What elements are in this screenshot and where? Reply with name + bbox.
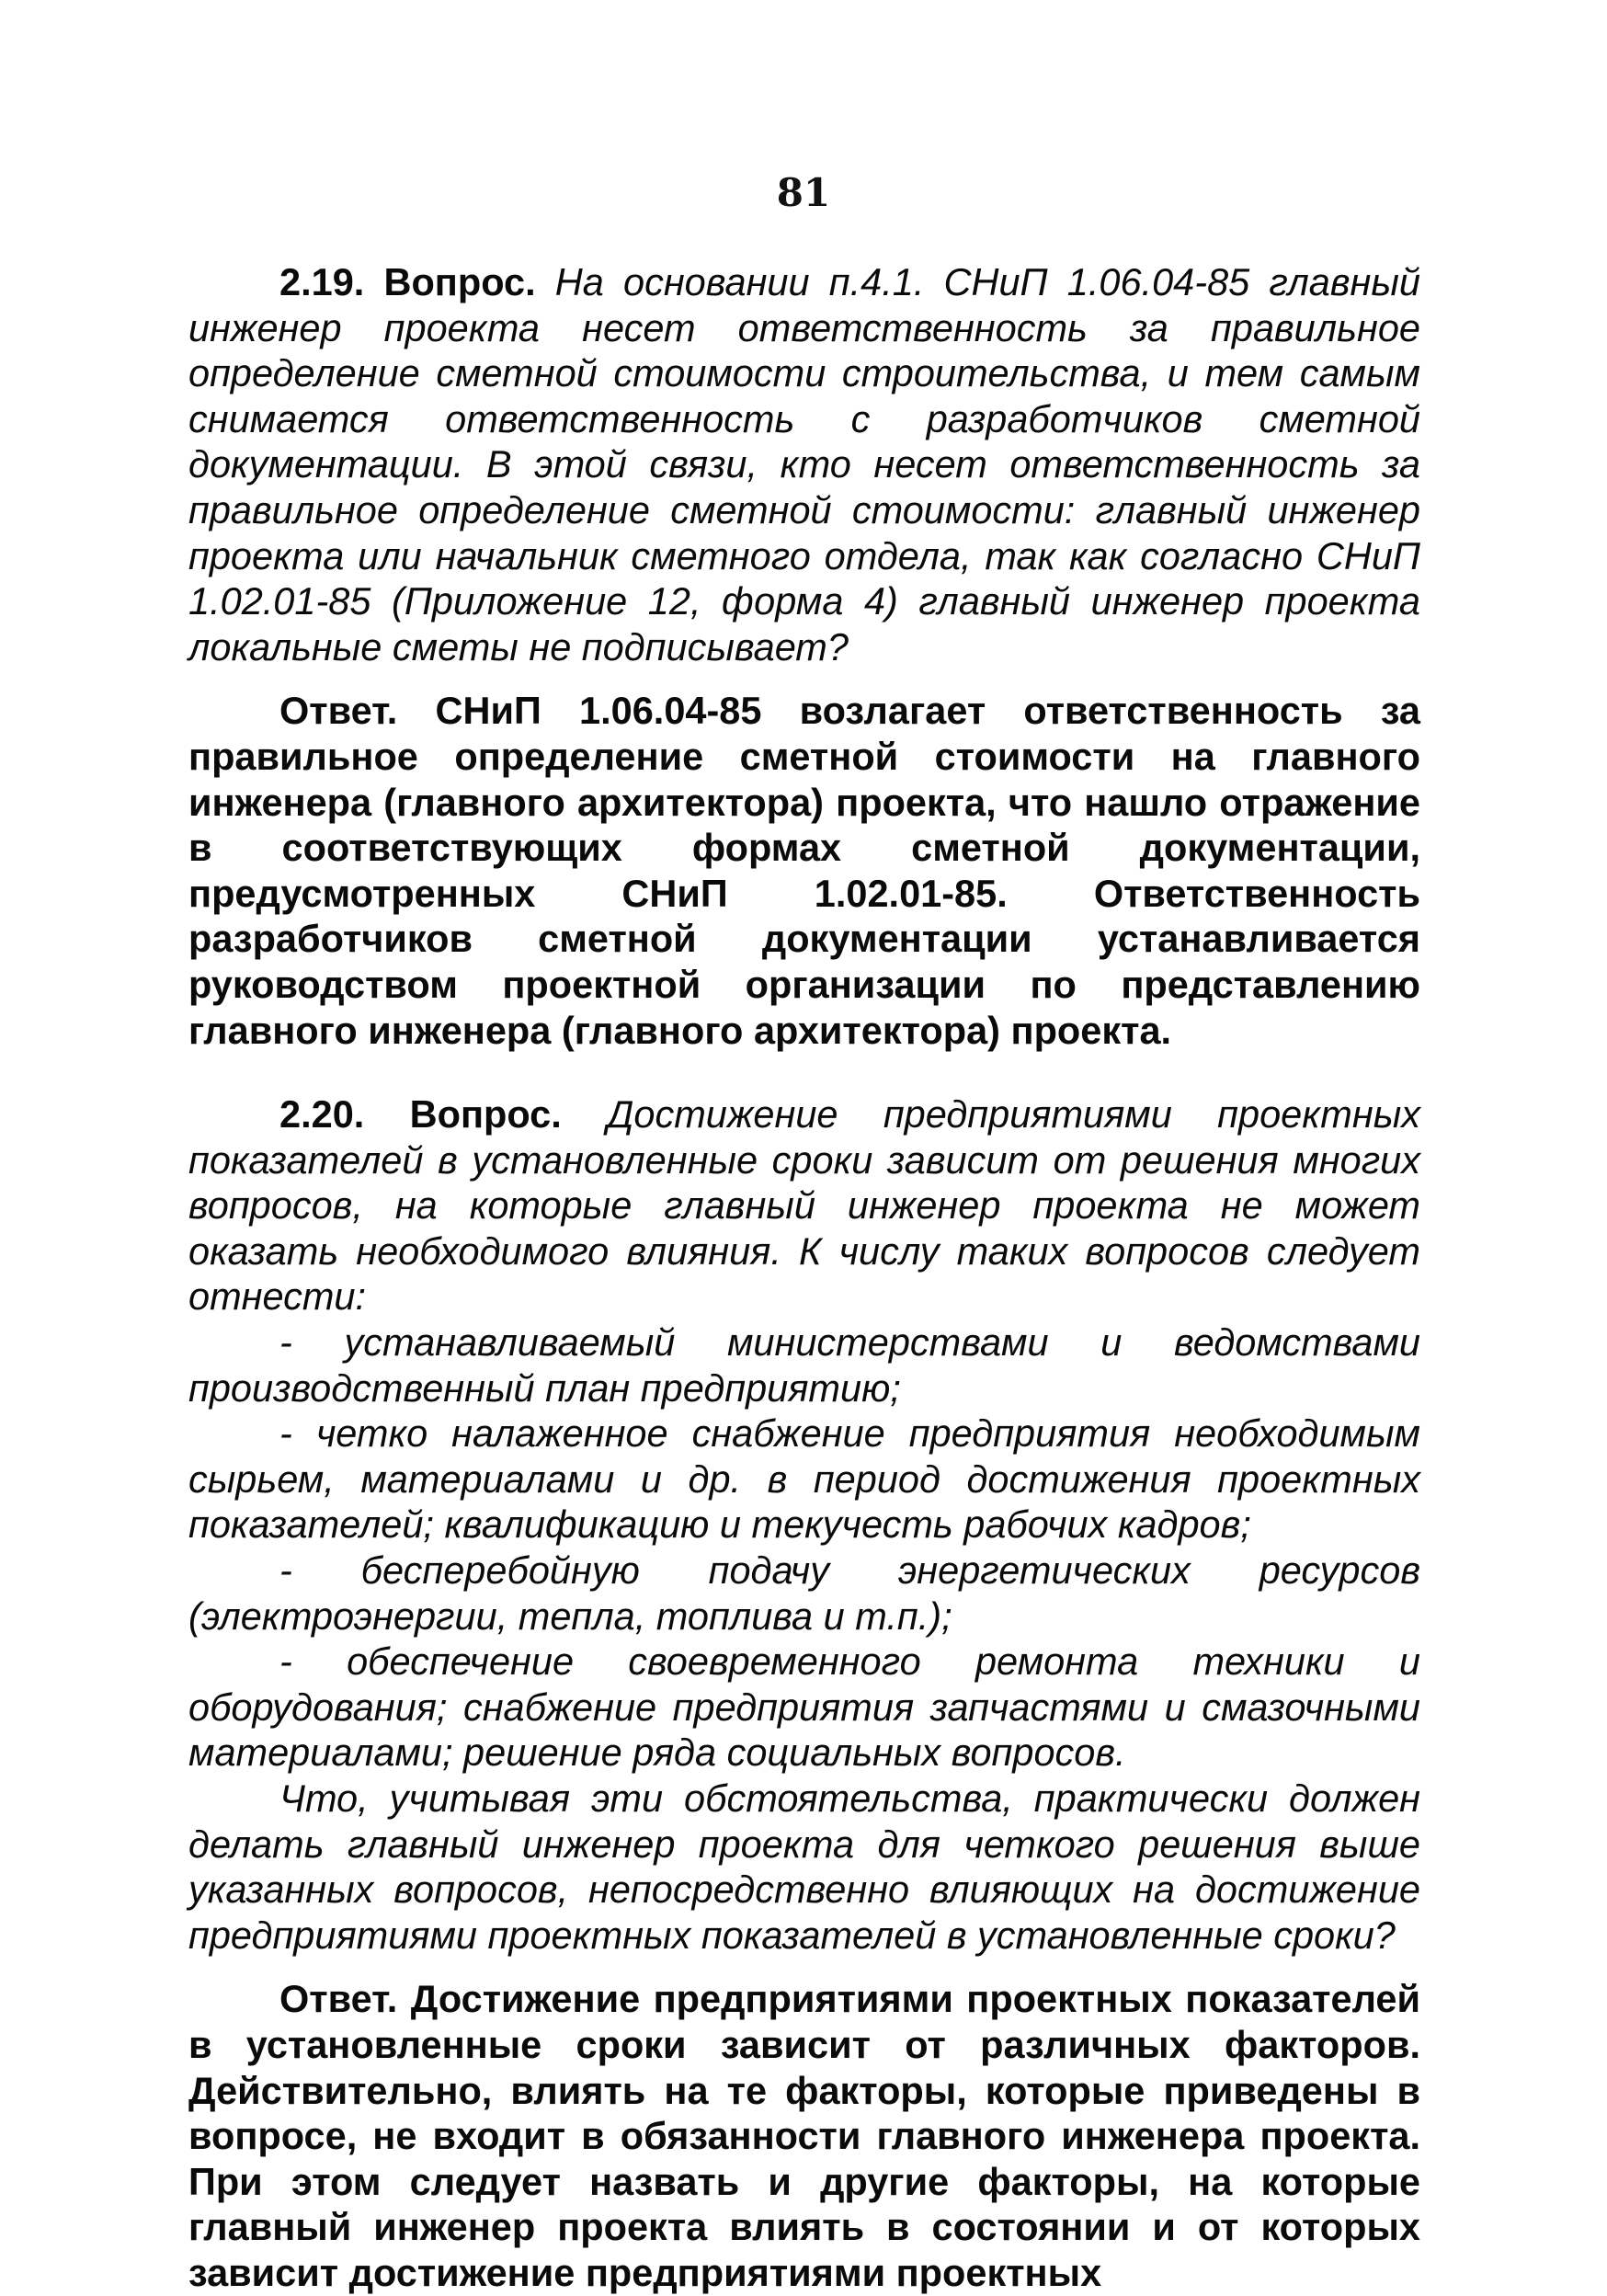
question-text: На основании п.4.1. СНиП 1.06.04-85 главный инженер проекта несет ответственность за правильное определение сметной стоимости строительства, и тем самым снимается ответственность с разработчиков сметной документации. В этой связи, кто несет ответственность за правильное определение сметной стоимости: главный инженер проекта или начальник сметного отдела, так как согласно СНиП 1.02.01-85 (Приложение 12, форма 4) главный инженер проекта локальные сметы не подписывает? [188, 260, 1420, 668]
page-body [188, 259, 1420, 2296]
list-item: - устанавливаемый министерствами и ведомствами производственный план предприятию; [188, 1320, 1420, 1410]
question-label: 2.19. Вопрос. [279, 260, 536, 303]
page-number: 81 [776, 170, 831, 215]
question-closing: Что, учитывая эти обстоятельства, практически должен делать главный инженер проекта для четкого решения выше указанных вопросов, непосредственно влияющих на достижение предприятиями проектных показателей в установленные сроки? [188, 1776, 1420, 1957]
list-item: - обеспечение своевременного ремонта техники и оборудования; снабжение предприятия запчастями и смазочными материалами; решение ряда социальных вопросов. [188, 1639, 1420, 1775]
answer-text: СНиП 1.06.04-85 возлагает ответственность за правильное определение сметной стоимости на главного инженера (главного архитектора) проекта, что нашло отражение в соответствующих формах сметной документации, предусмотренных СНиП 1.02.01-85. Ответственность разработчиков сметной документации устанавливается руководством проектной организации по представлению главного инженера (главного архитектора) проекта. [188, 689, 1420, 1052]
answer-label: Ответ. [279, 1977, 398, 2021]
question-label: 2.20. Вопрос. [279, 1092, 562, 1137]
answer-text: Достижение предприятиями проектных показателей в установленные сроки зависит от различных факторов. Действительно, влиять на те факторы, которые приведены в вопросе, не входит в обязанности главного инженера проекта. При этом следует назвать и другие факторы, на которые главный инженер проекта влиять в состоянии и от которых зависит достижение предприятиями проектных [188, 1977, 1420, 2294]
answer-2-19 [188, 688, 1420, 1053]
answer-2-20 [188, 1976, 1420, 2295]
question-2-20 [188, 1091, 1420, 1319]
list-item: - бесперебойную подачу энергетических ресурсов (электроэнергии, тепла, топлива и т.п.); [188, 1548, 1420, 1638]
question-text: Достижение предприятиями проектных показателей в установленные сроки зависит от решения многих вопросов, на которые главный инженер проекта не может оказать необходимого влияния. К числу таких вопросов следует отнести: [188, 1092, 1420, 1319]
answer-label: Ответ. [279, 689, 398, 733]
list-item: - четко налаженное снабжение предприятия необходимым сырьем, материалами и др. в период достижения проектных показателей; квалификацию и текучесть рабочих кадров; [188, 1411, 1420, 1547]
question-2-19 [188, 259, 1420, 669]
